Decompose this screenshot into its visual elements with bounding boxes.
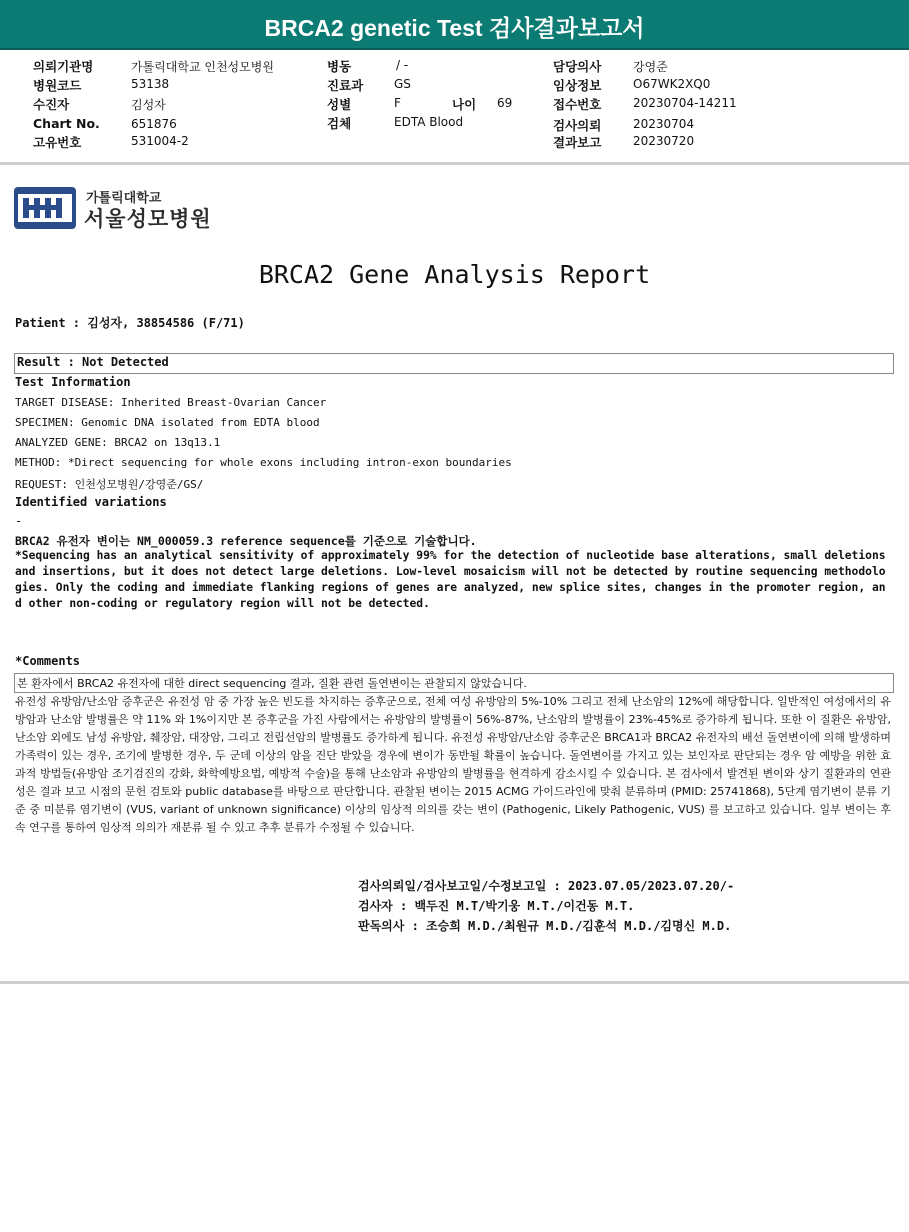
request-date-value: 20230704 <box>633 117 695 131</box>
hospital-code-value: 53138 <box>131 77 170 91</box>
result-date-label: 결과보고 <box>553 135 602 150</box>
hospital-name-value: 가톨릭대학교 인천성모병원 <box>131 60 274 74</box>
sex-label: 성별 <box>327 97 352 112</box>
examiners: 검사자 : 백두진 M.T/박기웅 M.T./이건동 M.T. <box>358 899 635 913</box>
analyzed-gene: ANALYZED GENE: BRCA2 on 13q13.1 <box>15 436 221 449</box>
result-date-value: 20230720 <box>633 134 695 148</box>
receipt-no-value: 20230704-14211 <box>633 96 737 110</box>
reference-note: BRCA2 유전자 변이는 NM_000059.3 reference sequence를 기준으로 기술합니다. <box>15 534 477 548</box>
age-label: 나이 <box>452 97 477 112</box>
identified-variations-value: - <box>15 514 23 528</box>
clinical-info-label: 임상정보 <box>553 78 602 93</box>
physician-value: 강영준 <box>633 60 668 74</box>
clinical-info-value: O67WK2XQ0 <box>633 77 711 91</box>
footer-divider <box>0 981 909 984</box>
unique-id-label: 고유번호 <box>33 135 82 150</box>
method-info: METHOD: *Direct sequencing for whole exons including intron-exon boundaries <box>15 456 512 469</box>
request-info: REQUEST: 인천성모병원/강영준/GS/ <box>15 478 204 491</box>
patient-line: Patient : 김성자, 38854586 (F/71) <box>15 316 245 330</box>
department-label: 진료과 <box>327 78 364 93</box>
patient-label: 수진자 <box>33 97 70 112</box>
result-text: Result : Not Detected <box>17 355 169 369</box>
specimen-label: 검체 <box>327 116 352 131</box>
test-info-heading: Test Information <box>15 375 131 389</box>
target-disease: TARGET DISEASE: Inherited Breast-Ovarian Cancer <box>15 396 327 409</box>
header-divider <box>0 162 909 165</box>
sex-value: F <box>394 96 401 110</box>
sensitivity-note: *Sequencing has an analytical sensitivity of approximately 99% for the detection of nucleotide base alterations, small deletions and insertions, but it does not detect large deletions. Low-level mosaicism will not be detected by routine sequencing methodologies. Only the coding and immediate flanking regions of genes are analyzed, new splice sites, changes in the promoter region, and other non-coding or regulatory region will not be detected. <box>15 549 886 610</box>
reading-physicians: 판독의사 : 조승희 M.D./최원규 M.D./김훈석 M.D./김명신 M.D. <box>358 919 732 933</box>
comment-box-text: 본 환자에서 BRCA2 유전자에 대한 direct sequencing 결과, 질환 관련 돌연변이는 관찰되지 않았습니다. <box>17 677 527 690</box>
physician-label: 담당의사 <box>553 59 602 74</box>
receipt-no-label: 접수번호 <box>553 97 602 112</box>
comments-heading: *Comments <box>15 654 81 668</box>
patient-value: 김성자 <box>131 98 166 112</box>
comment-body: 유전성 유방암/난소암 증후군은 유전성 암 중 가장 높은 빈도를 차지하는 증후군으로, 전체 여성 유방암의 5%-10% 그리고 전체 난소암의 12%에 해당합니다. 일반적인 여성에서의 유방암과 난소암 발병률은 약 11% 와 1%이지만 본 증후군을 가진 사람에서는 유방암의 발병률이 56%-87%, 난소암의 발병률이 23%-45%로 증가하게 됩니다. 또한 이 질환은 유방암, 난소암 외에도 남성 유방암, 췌장암, 대장암, 그리고 전립선암의 발병률도 증가하게 됩니다. 유전성 유방암/난소암 증후군은 BRCA1과 BRCA2 유전자의 배선 돌연변이에 의해 발생하며 가족력이 있는 경우, 조기에 발병한 경우, 두 군데 이상의 암을 진단 받았을 경우에 변이가 동반될 확률이 높습니다. 돌연변이를 가지고 있는 보인자로 판단되는 경우 암 예방을 위한 효과적 방법들(유방암 조기검진의 강화, 화학예방요법, 예방적 수술)을 통해 난소암과 유방암의 발병률을 현격하게 감소시킬 수 있습니다. 본 검사에서 발견된 변이와 상기 질환과의 연관성은 결과 보고 시점의 문헌 검토와 public database를 바탕으로 판단합니다. 관찰된 변이는 2015 ACMG 가이드라인에 맞춰 분류하며 (PMID: 25741868), 5단계 염기변이 분류 기준 중 미분류 염기변이 (VUS, variant of unknown significance) 이상의 임상적 의의를 갖는 변이 (Pathogenic, Likely Pathogenic, VUS) 를 보고하고 있습니다. 일부 변이는 후속 연구를 통하여 임상적 의의가 재분류 될 수 있고 추후 분류가 수정될 수 있습니다. <box>15 695 891 834</box>
logo-university-name: 가톨릭대학교 <box>86 191 162 206</box>
specimen-info: SPECIMEN: Genomic DNA isolated from EDTA blood <box>15 416 320 429</box>
report-dates: 검사의뢰일/검사보고일/수정보고일 : 2023.07.05/2023.07.20/- <box>358 879 735 893</box>
hospital-code-label: 병원코드 <box>33 78 82 93</box>
chart-no-value: 651876 <box>131 117 177 131</box>
report-title: BRCA2 Gene Analysis Report <box>258 260 651 289</box>
logo-hospital-name: 서울성모병원 <box>84 207 212 231</box>
specimen-value: EDTA Blood <box>394 115 464 129</box>
identified-variations-heading: Identified variations <box>15 495 167 509</box>
chart-no-label: Chart No. <box>33 116 100 131</box>
hospital-emblem-icon <box>14 187 76 229</box>
report-title-bar <box>0 0 909 50</box>
report-header-title: BRCA2 genetic Test 검사결과보고서 <box>264 15 645 41</box>
department-value: GS <box>394 77 411 91</box>
ward-label: 병동 <box>327 59 352 74</box>
unique-id-value: 531004-2 <box>131 134 189 148</box>
request-date-label: 검사의뢰 <box>553 118 602 133</box>
hospital-name-label: 의뢰기관명 <box>33 59 94 74</box>
ward-value: / - <box>396 58 409 72</box>
age-value: 69 <box>497 96 513 110</box>
